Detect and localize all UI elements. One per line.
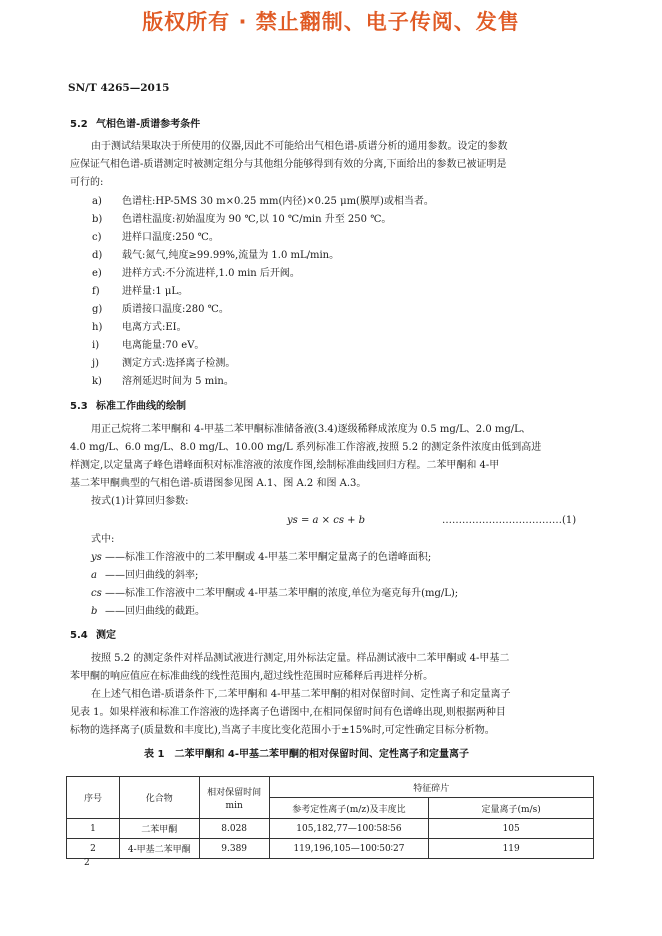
item-text: 进样方式:不分流进样,1.0 min 后开阀。 xyxy=(122,268,300,279)
section-title: 标准工作曲线的绘制 xyxy=(96,401,186,412)
copyright-watermark: 版权所有 · 禁止翻制、电子传阅、发售 xyxy=(142,10,520,34)
variable-definition xyxy=(91,585,458,603)
condition-item xyxy=(92,283,188,301)
item-label: k) xyxy=(92,376,102,387)
condition-item xyxy=(92,211,391,229)
section-5-3-heading xyxy=(70,398,186,416)
section-5-2-heading xyxy=(70,116,200,134)
item-label: e) xyxy=(92,268,102,279)
header-rrt-unit: min xyxy=(225,800,243,811)
data-table xyxy=(66,776,594,859)
variable-definition xyxy=(91,567,198,585)
condition-item xyxy=(92,301,229,319)
item-label: h) xyxy=(92,322,103,333)
item-label: d) xyxy=(92,250,103,261)
item-text: 测定方式:选择离子检测。 xyxy=(122,358,236,369)
variable-symbol: cs xyxy=(91,588,102,599)
section-title: 测定 xyxy=(96,630,116,641)
table-cell: 119,196,105—100∶50∶27 xyxy=(269,839,429,859)
section-number: 5.3 xyxy=(70,401,88,412)
condition-item xyxy=(92,265,300,283)
section-5-4-para-line: 按照 5.2 的测定条件对样品测试液进行测定,用外标法定量。样品测试液中二苯甲酮或 4-甲基二 xyxy=(91,653,510,664)
condition-item xyxy=(92,229,219,247)
section-5-4-heading xyxy=(70,627,116,645)
variable-definition xyxy=(91,603,205,621)
item-text: 质谱接口温度:280 ℃。 xyxy=(122,304,229,315)
section-number: 5.2 xyxy=(70,119,88,130)
variable-description: ——回归曲线的截距。 xyxy=(105,606,205,617)
item-label: g) xyxy=(92,304,103,315)
item-label: a) xyxy=(92,196,102,207)
standard-number: SN/T 4265—2015 xyxy=(68,82,170,94)
calc-instruction: 按式(1)计算回归参数: xyxy=(91,496,189,507)
section-5-2-intro-line: 由于测试结果取决于所使用的仪器,因此不可能给出气相色谱-质谱分析的通用参数。设定的参数 xyxy=(91,141,508,152)
header-qualitative-ions: 参考定性离子(m/z)及丰度比 xyxy=(269,798,429,819)
item-label: i) xyxy=(92,340,100,351)
formula-number: ………………………………(1) xyxy=(442,515,577,526)
condition-item xyxy=(92,319,187,337)
header-rrt-title: 相对保留时间 xyxy=(207,787,262,798)
condition-item xyxy=(92,337,204,355)
variable-symbol: ys xyxy=(91,552,102,563)
item-label: j) xyxy=(92,358,100,369)
table-cell: 2 xyxy=(67,839,120,859)
formula: ys = a × cs + b xyxy=(287,515,366,526)
table-cell: 105,182,77—100∶58∶56 xyxy=(269,819,429,839)
table-row xyxy=(67,819,594,839)
condition-item xyxy=(92,355,235,373)
item-label: f) xyxy=(92,286,100,297)
section-5-3-para-line: 基二苯甲酮典型的气相色谱-质谱图参见图 A.1、图 A.2 和图 A.3。 xyxy=(70,478,367,489)
variable-symbol: b xyxy=(91,606,98,617)
table-cell: 1 xyxy=(67,819,120,839)
variable-description: ——回归曲线的斜率; xyxy=(105,570,199,581)
section-5-2-intro-line: 应保证气相色谱-质谱测定时被测定组分与其他组分能够得到有效的分离,下面给出的参数已被证明是 xyxy=(70,159,507,170)
section-5-2-intro-line: 可行的: xyxy=(70,177,104,188)
variable-description: ——标准工作溶液中二苯甲酮或 4-甲基二苯甲酮的浓度,单位为毫克每升(mg/L); xyxy=(105,588,459,599)
section-5-4-para-line: 苯甲酮的响应值应在标准曲线的线性范围内,超过线性范围时应稀释后再进样分析。 xyxy=(70,671,434,682)
section-5-3-para-line: 4.0 mg/L、6.0 mg/L、8.0 mg/L、10.00 mg/L 系列标准工作溶液,按照 5.2 的测定条件浓度由低到高进 xyxy=(70,442,542,453)
table-cell: 8.028 xyxy=(199,819,269,839)
table-row xyxy=(67,839,594,859)
variable-definition xyxy=(91,549,431,567)
item-text: 电离方式:EI。 xyxy=(122,322,187,333)
page-number: 2 xyxy=(84,858,90,868)
item-text: 色谱柱温度:初始温度为 90 ℃,以 10 ℃/min 升至 250 ℃。 xyxy=(122,214,392,225)
condition-item xyxy=(92,193,434,211)
item-label: c) xyxy=(92,232,102,243)
header-compound: 化合物 xyxy=(119,777,199,819)
table-caption: 表 1 二苯甲酮和 4-甲基二苯甲酮的相对保留时间、定性离子和定量离子 xyxy=(144,749,470,760)
variable-description: ——标准工作溶液中的二苯甲酮或 4-甲基二苯甲酮定量离子的色谱峰面积; xyxy=(105,552,432,563)
header-relative-retention-time xyxy=(199,777,269,819)
condition-item xyxy=(92,373,234,391)
section-title: 气相色谱-质谱参考条件 xyxy=(96,119,201,130)
item-text: 溶剂延迟时间为 5 min。 xyxy=(122,376,234,387)
section-5-4-para-line: 标物的选择离子(质量数和丰度比),当离子丰度比变化范围小于±15%时,可定性确定目标分析物。 xyxy=(70,725,495,736)
section-number: 5.4 xyxy=(70,630,88,641)
header-index: 序号 xyxy=(67,777,120,819)
variable-symbol: a xyxy=(91,570,97,581)
section-5-4-para-line: 在上述气相色谱-质谱条件下,二苯甲酮和 4-甲基二苯甲酮的相对保留时间、定性离子和定量离子 xyxy=(91,689,511,700)
table-cell: 105 xyxy=(429,819,594,839)
item-label: b) xyxy=(92,214,103,225)
header-quantitative-ion: 定量离子(m/s) xyxy=(429,798,594,819)
condition-item xyxy=(92,247,339,265)
item-text: 电离能量:70 eV。 xyxy=(122,340,205,351)
header-characteristic-fragments: 特征碎片 xyxy=(269,777,593,798)
item-text: 进样口温度:250 ℃。 xyxy=(122,232,219,243)
table-cell: 119 xyxy=(429,839,594,859)
table-cell: 二苯甲酮 xyxy=(119,819,199,839)
item-text: 色谱柱:HP-5MS 30 m×0.25 mm(内径)×0.25 μm(膜厚)或相当者。 xyxy=(122,196,434,207)
section-5-3-para-line: 用正己烷将二苯甲酮和 4-甲基二苯甲酮标准储备液(3.4)逐级稀释成浓度为 0.5 mg/L、2.0 mg/L、 xyxy=(91,424,531,435)
item-text: 载气:氮气,纯度≥99.99%,流量为 1.0 mL/min。 xyxy=(122,250,340,261)
table-cell: 4-甲基二苯甲酮 xyxy=(119,839,199,859)
item-text: 进样量:1 μL。 xyxy=(122,286,189,297)
where-label: 式中: xyxy=(91,534,115,545)
section-5-4-para-line: 见表 1。如果样液和标准工作溶液的选择离子色谱图中,在相同保留时间有色谱峰出现,则根据两种目 xyxy=(70,707,506,718)
section-5-3-para-line: 样测定,以定量离子峰色谱峰面积对标准溶液的浓度作图,绘制标准曲线回归方程。二苯甲酮和 4-甲 xyxy=(70,460,500,471)
table-cell: 9.389 xyxy=(199,839,269,859)
